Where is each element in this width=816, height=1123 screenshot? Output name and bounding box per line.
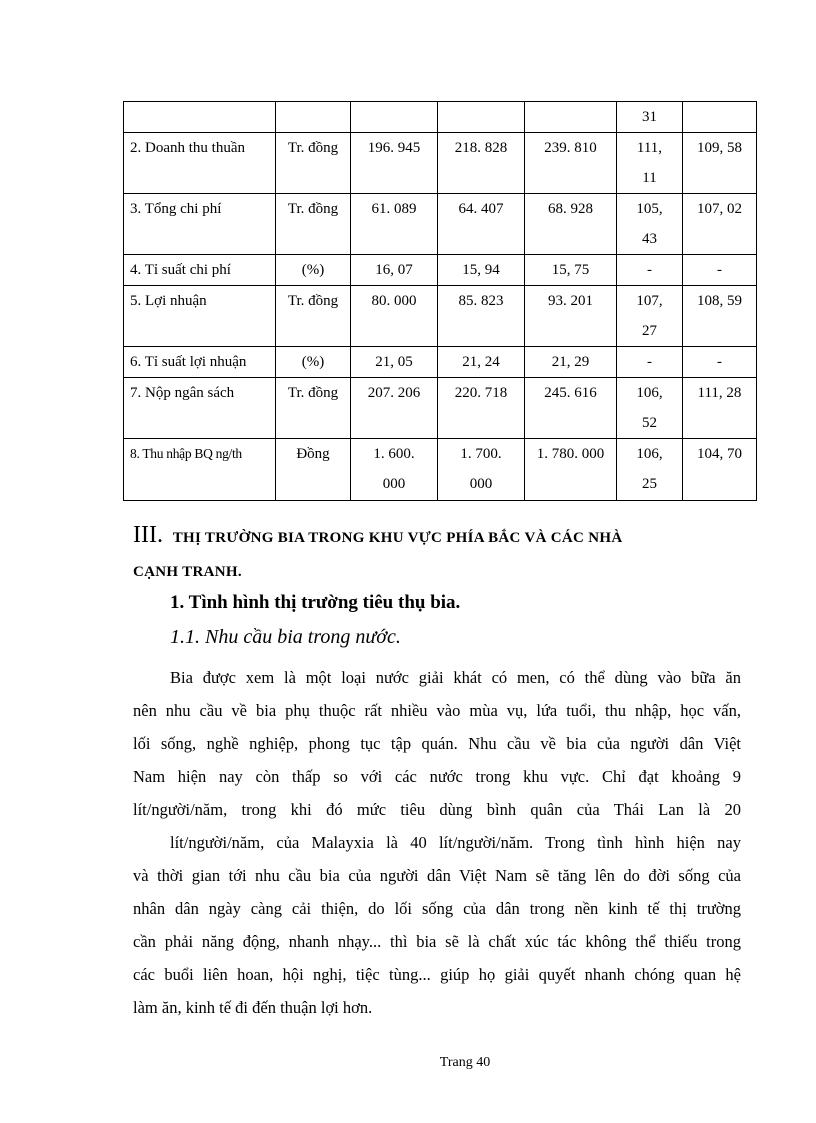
paragraph-line: và thời gian tới nhu cầu bia của người dân Việt Nam sẽ tăng lên do đời sống của xyxy=(133,866,741,885)
row-value-2: 21, 24 xyxy=(438,347,525,378)
row-percent-2: 107, 02 xyxy=(683,194,757,255)
row-percent-2: 108, 59 xyxy=(683,286,757,347)
percent-part-a: 106, xyxy=(636,446,663,462)
section-title-line1: THỊ TRƯỜNG BIA TRONG KHU VỰC PHÍA BẮC VÀ CÁC NHÀ xyxy=(172,530,623,546)
table-row xyxy=(124,133,757,194)
row-value-3: 15, 75 xyxy=(525,255,617,286)
row-value-2: 15, 94 xyxy=(438,255,525,286)
table-row xyxy=(124,378,757,439)
percent-part-b: 52 xyxy=(642,415,657,431)
row-value-3: 68. 928 xyxy=(525,194,617,255)
row-percent-2 xyxy=(683,102,757,133)
row-value-3: 239. 810 xyxy=(525,133,617,194)
row-label: 5. Lợi nhuận xyxy=(124,286,276,347)
section-number: III. xyxy=(133,522,163,548)
row-value-2: 218. 828 xyxy=(438,133,525,194)
percent-part-b: 11 xyxy=(642,170,657,186)
percent-part-a: 111, xyxy=(636,140,663,156)
row-value-1: 196. 945 xyxy=(351,133,438,194)
row-value-3: 1. 780. 000 xyxy=(525,439,617,501)
percent-part-a: 106, xyxy=(636,385,663,401)
row-percent-1 xyxy=(617,439,683,501)
paragraph-line: lít/người/năm, của Malayxia là 40 lít/người/năm. Trong tình hình hiện nay xyxy=(170,833,741,852)
row-unit: Tr. đồng xyxy=(276,378,351,439)
row-value-2 xyxy=(438,102,525,133)
row-value-3: 21, 29 xyxy=(525,347,617,378)
row-unit: Tr. đồng xyxy=(276,133,351,194)
row-percent-2: 104, 70 xyxy=(683,439,757,501)
value-part-a: 1. 700. xyxy=(460,446,502,462)
row-label: 8. Thu nhập BQ ng/th xyxy=(124,439,276,501)
percent-part-b: 43 xyxy=(642,231,657,247)
section-title-line2: CẠNH TRANH. xyxy=(133,564,242,580)
row-value-1: 207. 206 xyxy=(351,378,438,439)
percent-part-b: 25 xyxy=(642,476,657,492)
value-part-b: 000 xyxy=(469,476,493,492)
row-value-2: 220. 718 xyxy=(438,378,525,439)
row-percent-1 xyxy=(617,194,683,255)
row-percent-1 xyxy=(617,378,683,439)
paragraph-line: cần phải năng động, nhanh nhạy... thì bia sẽ là chất xúc tác không thể thiếu trong xyxy=(133,932,741,951)
percent-part-a: 107, xyxy=(636,293,663,309)
table-row xyxy=(124,255,757,286)
row-unit: (%) xyxy=(276,347,351,378)
table-row xyxy=(124,286,757,347)
section-heading xyxy=(133,518,753,589)
row-unit: (%) xyxy=(276,255,351,286)
percent-part-b: 27 xyxy=(642,323,657,339)
row-value-1: 16, 07 xyxy=(351,255,438,286)
paragraph-line: lít/người/năm, trong khi đó mức tiêu dùng bình quân của Thái Lan là 20 xyxy=(133,800,741,819)
table-row xyxy=(124,347,757,378)
row-percent-2: 109, 58 xyxy=(683,133,757,194)
row-percent-1 xyxy=(617,133,683,194)
row-value-3 xyxy=(525,102,617,133)
row-unit: Tr. đồng xyxy=(276,194,351,255)
row-value-1: 61. 089 xyxy=(351,194,438,255)
paragraph-line: Nam hiện nay còn thấp so với các nước trong khu vực. Chỉ đạt khoảng 9 xyxy=(133,767,741,786)
table-row xyxy=(124,102,757,133)
row-percent-1: 31 xyxy=(617,102,683,133)
row-percent-1 xyxy=(617,286,683,347)
table-row xyxy=(124,194,757,255)
row-percent-2: 111, 28 xyxy=(683,378,757,439)
row-value-2: 64. 407 xyxy=(438,194,525,255)
row-value-1 xyxy=(351,102,438,133)
row-value-1: 21, 05 xyxy=(351,347,438,378)
paragraph-line: nhân dân ngày càng cải thiện, do lối sống của dân trong nền kinh tế thị trường xyxy=(133,899,741,918)
row-percent-1: - xyxy=(617,347,683,378)
row-label: 2. Doanh thu thuần xyxy=(124,133,276,194)
row-label: 7. Nộp ngân sách xyxy=(124,378,276,439)
page-number: Trang 40 xyxy=(439,1055,491,1070)
percent-part-a: 105, xyxy=(636,201,663,217)
value-part-b: 000 xyxy=(382,476,406,492)
row-label: 6. Tỉ suất lợi nhuận xyxy=(124,347,276,378)
row-unit: Tr. đồng xyxy=(276,286,351,347)
row-label xyxy=(124,102,276,133)
financial-table xyxy=(123,101,757,501)
row-label: 3. Tổng chi phí xyxy=(124,194,276,255)
row-percent-2: - xyxy=(683,347,757,378)
row-unit xyxy=(276,102,351,133)
row-percent-1: - xyxy=(617,255,683,286)
row-percent-2: - xyxy=(683,255,757,286)
row-value-3: 245. 616 xyxy=(525,378,617,439)
row-label: 4. Tỉ suất chi phí xyxy=(124,255,276,286)
sub-subsection-heading: 1.1. Nhu cầu bia trong nước. xyxy=(170,626,401,648)
subsection-heading: 1. Tình hình thị trường tiêu thụ bia. xyxy=(170,592,461,613)
paragraph-line: nên nhu cầu về bia phụ thuộc rất nhiều vào mùa vụ, lứa tuổi, thu nhập, học vấn, xyxy=(133,701,741,720)
paragraph-2 xyxy=(133,826,741,1024)
value-part-a: 1. 600. xyxy=(373,446,415,462)
paragraph-line: Bia được xem là một loại nước giải khát có men, có thể dùng vào bữa ăn xyxy=(170,668,741,687)
table-row xyxy=(124,439,757,501)
paragraph-line: các buổi liên hoan, hội nghị, tiệc tùng... giúp họ giải quyết nhanh chóng quan hệ xyxy=(133,965,741,984)
row-value-2 xyxy=(438,439,525,501)
row-unit: Đồng xyxy=(276,439,351,501)
row-value-3: 93. 201 xyxy=(525,286,617,347)
paragraph-1 xyxy=(133,661,741,826)
paragraph-line: lối sống, nghề nghiệp, phong tục tập quán. Nhu cầu về bia của người dân Việt xyxy=(133,734,741,753)
row-value-1 xyxy=(351,439,438,501)
row-value-1: 80. 000 xyxy=(351,286,438,347)
paragraph-line: làm ăn, kinh tế đi đến thuận lợi hơn. xyxy=(133,998,373,1017)
row-value-2: 85. 823 xyxy=(438,286,525,347)
